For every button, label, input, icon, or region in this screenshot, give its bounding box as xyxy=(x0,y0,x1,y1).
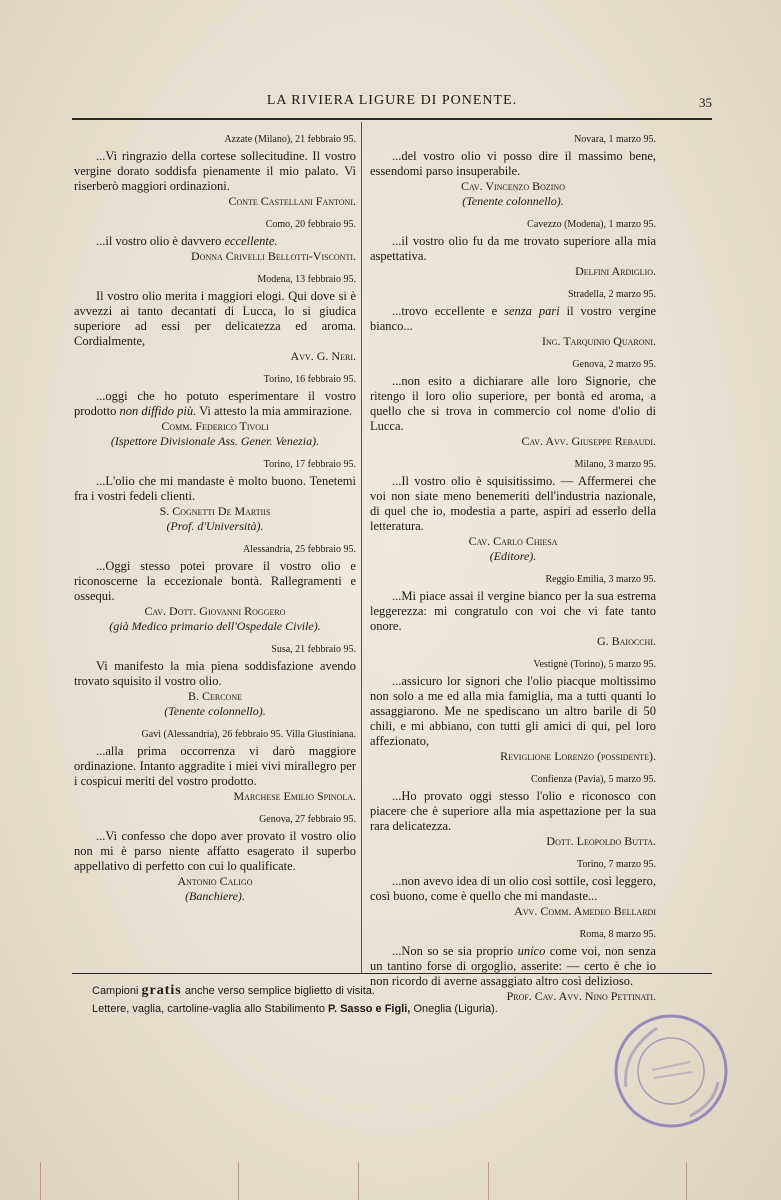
entry-role: (Tenente colonnello). xyxy=(164,704,266,718)
entry-signature: Avv. G. Neri. xyxy=(290,349,356,363)
entry-dateline: Genova, 27 febbraio 95. xyxy=(259,814,356,825)
entry-signature: B. Cercone xyxy=(187,689,242,703)
entry-signature: Delfini Ardiglio. xyxy=(575,264,656,278)
testimonial-entry xyxy=(74,219,356,264)
testimonial-entry xyxy=(74,274,356,364)
entry-dateline: Azzate (Milano), 21 febbraio 95. xyxy=(224,134,356,145)
emphasis-text: eccellente. xyxy=(224,234,278,248)
entry-dateline: Torino, 7 marzo 95. xyxy=(576,859,656,870)
entry-dateline: Torino, 16 febbraio 95. xyxy=(263,374,356,385)
entry-body xyxy=(74,829,356,874)
testimonial-entry xyxy=(370,359,656,449)
body-text: ...del vostro olio vi posso dire il massimo bene, essendomi parso insuperabile. xyxy=(370,149,656,178)
entry-signature: Comm. Federico Tivoli xyxy=(161,419,269,433)
emphasis-text: senza pari xyxy=(504,304,560,318)
emphasis-text: non diffido più. xyxy=(119,404,197,418)
entry-role: (Ispettore Divisionale Ass. Gener. Venezia). xyxy=(110,434,320,448)
body-text: ...il vostro olio è davvero xyxy=(96,234,225,248)
testimonial-entry xyxy=(74,544,356,634)
entry-dateline: Milano, 3 marzo 95. xyxy=(574,459,656,470)
entry-dateline: Reggio Emilia, 3 marzo 95. xyxy=(545,574,656,585)
entry-role: (Banchiere). xyxy=(185,889,245,903)
entry-body xyxy=(370,304,656,334)
entry-body xyxy=(370,874,656,904)
body-text: ...non avevo idea di un olio così sottile, così leggero, così buono, come è quello che mi mandaste... xyxy=(370,874,656,903)
entry-dateline: Vestignè (Torino), 5 marzo 95. xyxy=(533,659,656,670)
testimonial-entry xyxy=(370,289,656,349)
body-text: ...Il vostro olio è squisitissimo. — Affermerei che voi non siate meno benemeriti dell'industria nazionale, di quel che io, modestia a parte, aspiri ad esserlo della letteratura. xyxy=(370,474,656,533)
body-text: il vostro vergine bianco... xyxy=(370,304,657,333)
entry-body xyxy=(370,589,656,634)
library-stamp xyxy=(612,1012,730,1130)
body-text: ...oggi che ho potuto esperimentare il vostro prodotto xyxy=(74,389,356,418)
testimonial-entry xyxy=(74,644,356,719)
footer-line-address xyxy=(92,1000,498,1018)
testimonial-entry xyxy=(370,774,656,849)
entry-signature: Reviglione Lorenzo (possidente). xyxy=(500,749,656,763)
entry-body xyxy=(74,289,356,349)
testimonial-entry xyxy=(370,134,656,209)
entry-dateline: Roma, 8 marzo 95. xyxy=(579,929,656,940)
page-header xyxy=(72,93,712,115)
margin-line xyxy=(358,1162,359,1200)
entry-signature: Cav. Dott. Giovanni Roggero xyxy=(144,604,286,618)
entry-dateline: Torino, 17 febbraio 95. xyxy=(263,459,356,470)
testimonial-entry xyxy=(74,134,356,209)
body-text: Vi manifesto la mia piena soddisfazione avendo trovato squisito il vostro olio. xyxy=(74,659,356,688)
footer-text: Campioni xyxy=(92,985,139,997)
testimonial-entry xyxy=(74,729,356,804)
footer-rule xyxy=(72,973,712,974)
body-text: Vi attesto la mia ammirazione. xyxy=(196,404,353,418)
left-column xyxy=(74,122,356,909)
entry-signature: Avv. Comm. Amedeo Bellardi xyxy=(514,904,656,918)
entry-body xyxy=(370,789,656,834)
column-divider xyxy=(361,122,362,974)
body-text: ...Vi confesso che dopo aver provato il vostro olio non mi è parso niente affatto esagerato il superbo appellativo di perfetto con cui lo qualificate. xyxy=(74,829,356,873)
entry-body xyxy=(74,389,356,419)
entry-body xyxy=(74,474,356,504)
footer-company: P. Sasso e Figli, xyxy=(328,1003,411,1015)
entry-dateline: Susa, 21 febbraio 95. xyxy=(271,644,356,655)
entry-dateline: Genova, 2 marzo 95. xyxy=(572,359,656,370)
entry-role: (Editore). xyxy=(489,549,537,563)
testimonial-entry xyxy=(74,459,356,534)
emphasis-text: unico xyxy=(517,944,546,958)
entry-signature: Dott. Leopoldo Butta. xyxy=(546,834,656,848)
entry-signature: Antonio Caligo xyxy=(177,874,253,888)
entry-role: (Tenente colonnello). xyxy=(462,194,564,208)
body-text: come voi, non senza un tantino forse di orgoglio, asserite: — certo è che io non ricordo di averne assaggiato altro così delizioso. xyxy=(370,944,656,988)
entry-dateline: Gavi (Alessandria), 26 febbraio 95. Villa Giustiniana. xyxy=(141,729,356,740)
entry-body xyxy=(74,744,356,789)
body-text: ...L'olio che mi mandaste è molto buono. Tenetemi fra i vostri fedeli clienti. xyxy=(74,474,356,503)
page-title: LA RIVIERA LIGURE DI PONENTE. xyxy=(266,93,518,108)
entry-signature: S. Cognetti De Martiis xyxy=(159,504,271,518)
body-text: ...non esito a dichiarare alle loro Signorie, che ritengo il loro olio superiore, per bontà ed aroma, a quello che si trova in commercio col nome d'olio di Lucca. xyxy=(370,374,656,433)
entry-body xyxy=(74,149,356,194)
body-text: ...assicuro lor signori che l'olio piacque moltissimo non solo a me ed alla mia famiglia, ma a tutti quanti lo assaggiarono. Me ne spediscano un altro barile di 50 chili, e mi abbiano, con tutti gli amici di qui, pel loro affezionato, xyxy=(370,674,656,748)
body-text: ...Ho provato oggi stesso l'olio e riconosco con piacere che è superiore alla mia aspettazione per la sua rara delicatezza. xyxy=(370,789,656,833)
entry-signature: Marchese Emilio Spinola. xyxy=(233,789,356,803)
entry-signature: Donna Crivelli Bellotti-Visconti. xyxy=(191,249,356,263)
margin-line xyxy=(238,1162,239,1200)
body-text: ...Mi piace assai il vergine bianco per la sua estrema leggerezza: mi congratulo con voi che vi fate tanto onore. xyxy=(370,589,656,633)
entry-dateline: Stradella, 2 marzo 95. xyxy=(567,289,656,300)
testimonial-entry xyxy=(74,374,356,449)
entry-dateline: Modena, 13 febbraio 95. xyxy=(257,274,356,285)
entry-dateline: Como, 20 febbraio 95. xyxy=(265,219,356,230)
footer-text: Lettere, vaglia, cartoline-vaglia allo Stabilimento xyxy=(92,1003,325,1015)
header-rule xyxy=(72,118,712,120)
footer xyxy=(92,982,498,1018)
footer-text: Oneglia (Liguria). xyxy=(413,1003,498,1015)
testimonial-entry xyxy=(370,659,656,764)
entry-signature: Ing. Tarquinio Quaroni. xyxy=(542,334,656,348)
testimonial-entry xyxy=(74,814,356,904)
body-text: Il vostro olio merita i maggiori elogi. Qui dove si è avvezzi ai tanto decantati di Lucca, lo si giudica superiore ad essi per delicatezza ed aroma. Cordialmente, xyxy=(74,289,356,348)
body-text: ...Oggi stesso potei provare il vostro olio e riconoscerne la eccezionale bontà. Rallegramenti e ossequi. xyxy=(74,559,356,603)
entry-signature: Conte Castellani Fantoni. xyxy=(228,194,356,208)
entry-body xyxy=(74,234,356,249)
entry-dateline: Cavezzo (Modena), 1 marzo 95. xyxy=(527,219,656,230)
entry-role: (già Medico primario dell'Ospedale Civile). xyxy=(109,619,321,633)
entry-body xyxy=(74,659,356,689)
entry-signature: Prof. Cav. Avv. Nino Pettinati. xyxy=(506,989,656,1003)
entry-body xyxy=(370,474,656,534)
testimonial-entry xyxy=(370,459,656,564)
right-column xyxy=(370,122,656,1009)
entry-body xyxy=(370,674,656,749)
footer-text: anche verso semplice biglietto di visita. xyxy=(184,985,375,997)
body-text: ...il vostro olio fu da me trovato superiore alla mia aspettativa. xyxy=(370,234,656,263)
entry-signature: Cav. Carlo Chiesa xyxy=(468,534,558,548)
page-number: 35 xyxy=(699,95,712,110)
footer-gratis: gratis xyxy=(141,983,182,998)
entry-body xyxy=(370,234,656,264)
entry-body xyxy=(370,149,656,179)
entry-dateline: Alessandria, 25 febbraio 95. xyxy=(242,544,356,555)
body-text: ...Non so se sia proprio xyxy=(392,944,518,958)
margin-line xyxy=(488,1162,489,1200)
entry-signature: Cav. Avv. Giuseppe Rebaudi. xyxy=(521,434,656,448)
testimonial-entry xyxy=(370,859,656,919)
entry-signature: G. Baiocchi. xyxy=(596,634,656,648)
body-text: ...alla prima occorrenza vi darò maggiore ordinazione. Intanto aggradite i miei vivi mirallegro per i cospicui meriti del vostro prodotto. xyxy=(74,744,356,788)
entry-dateline: Novara, 1 marzo 95. xyxy=(574,134,656,145)
footer-line-samples xyxy=(92,982,498,1000)
testimonial-entry xyxy=(370,574,656,649)
margin-line xyxy=(686,1162,687,1200)
testimonial-entry xyxy=(370,219,656,279)
entry-role: (Prof. d'Università). xyxy=(166,519,264,533)
entry-signature: Cav. Vincenzo Bozino xyxy=(461,179,565,193)
body-text: ...Vi ringrazio della cortese sollecitudine. Il vostro vergine dorato soddisfa pienamente il mio palato. Vi riserberò maggiori ordinazioni. xyxy=(74,149,356,193)
entry-body xyxy=(370,374,656,434)
entry-body xyxy=(74,559,356,604)
margin-line xyxy=(40,1162,41,1200)
entry-dateline: Confienza (Pavia), 5 marzo 95. xyxy=(531,774,656,785)
body-text: ...trovo eccellente e xyxy=(392,304,505,318)
